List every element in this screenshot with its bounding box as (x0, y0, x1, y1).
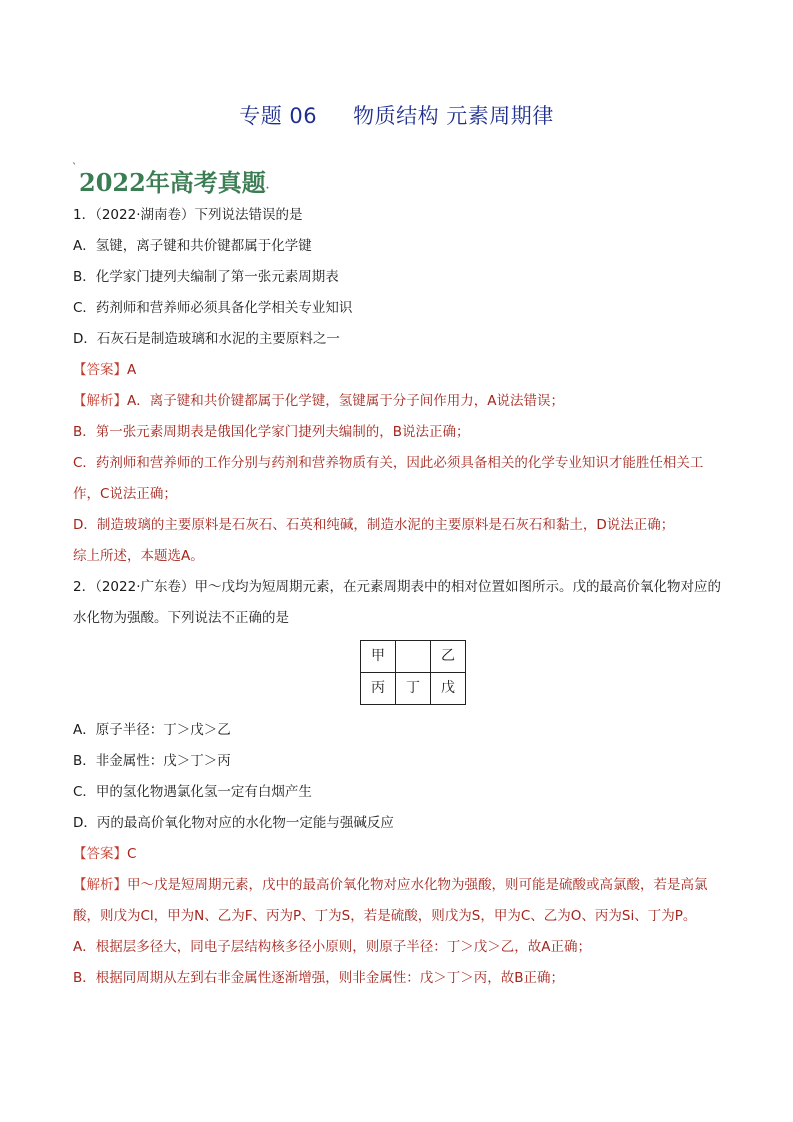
document-body (73, 200, 723, 994)
periodic-table-fragment (103, 640, 723, 705)
q1-analysis-d: D．制造玻璃的主要原料是石灰石、石英和纯碱，制造水泥的主要原料是石灰石和黏土，D说法正确； (73, 517, 675, 533)
q2-analysis-b: B．根据同周期从左到右非金属性逐渐增强，则非金属性：戊＞丁＞丙，故B正确； (73, 970, 565, 986)
q2-option-c: C．甲的氢化物遇氯化氢一定有白烟产生 (73, 784, 312, 800)
answer-label: 【答案】 (73, 846, 127, 862)
answer-value: A (127, 362, 137, 378)
topic-name: 物质结构 元素周期律 (353, 104, 554, 128)
table-cell: 乙 (431, 641, 466, 673)
table-cell: 丁 (396, 673, 431, 705)
heading-mark-icon: ` (72, 163, 77, 174)
q1-answer (73, 355, 723, 386)
q2-answer (73, 839, 723, 870)
q2-analysis-a: A．根据层多径大，同电子层结构核多径小原则，则原子半径：丁＞戊＞乙，故A正确； (73, 939, 591, 955)
q2-option-d: D．丙的最高价氧化物对应的水化物一定能与强碱反应 (73, 815, 394, 831)
table-row (361, 641, 466, 673)
table-cell: 甲 (361, 641, 396, 673)
analysis-text: 甲～戊是短周期元素，戊中的最高价氧化物对应水化物为强酸，则可能是硫酸或高氯酸，若是高氯酸，则戊为Cl，甲为N、乙为F、丙为P、丁为S，若是硫酸，则戊为S，甲为C、乙为O、丙为Si、丁为P。 (73, 877, 708, 924)
q2-analysis (73, 870, 723, 932)
topic-number: 专题 06 (239, 104, 318, 128)
table-cell: 丙 (361, 673, 396, 705)
element-table (360, 640, 466, 705)
analysis-text: A．离子键和共价键都属于化学键，氢键属于分子间作用力，A说法错误； (127, 393, 564, 409)
table-cell (396, 641, 431, 673)
q1-analysis-b: B．第一张元素周期表是俄国化学家门捷列夫编制的，B说法正确； (73, 424, 470, 440)
q2-option-b: B．非金属性：戊＞丁＞丙 (73, 753, 231, 769)
q2-option-a: A．原子半径：丁＞戊＞乙 (73, 722, 231, 738)
q1-stem: 1．（2022·湖南卷）下列说法错误的是 (73, 207, 303, 223)
section-heading (72, 163, 269, 198)
q1-option-a: A．氢键，离子键和共价键都属于化学键 (73, 238, 312, 254)
q1-analysis (73, 386, 723, 417)
q1-option-d: D．石灰石是制造玻璃和水泥的主要原料之一 (73, 331, 340, 347)
answer-value: C (127, 846, 137, 862)
analysis-label: 【解析】 (73, 393, 127, 409)
table-cell: 戊 (431, 673, 466, 705)
page-title (0, 100, 793, 130)
section-heading-text: 2022年高考真题 (79, 168, 266, 197)
q1-conclusion: 综上所述，本题选A。 (73, 548, 204, 564)
q1-option-c: C．药剂师和营养师必须具备化学相关专业知识 (73, 300, 353, 316)
q2-stem: 2．（2022·广东卷）甲～戊均为短周期元素，在元素周期表中的相对位置如图所示。戊的最高价氧化物对应的水化物为强酸。下列说法不正确的是 (73, 579, 721, 626)
analysis-label: 【解析】 (73, 877, 127, 893)
q1-analysis-c: C．药剂师和营养师的工作分别与药剂和营养物质有关，因此必须具备相关的化学专业知识才能胜任相关工作，C说法正确； (73, 455, 704, 502)
table-row (361, 673, 466, 705)
heading-dot-icon: · (265, 183, 270, 194)
q1-option-b: B．化学家门捷列夫编制了第一张元素周期表 (73, 269, 339, 285)
answer-label: 【答案】 (73, 362, 127, 378)
